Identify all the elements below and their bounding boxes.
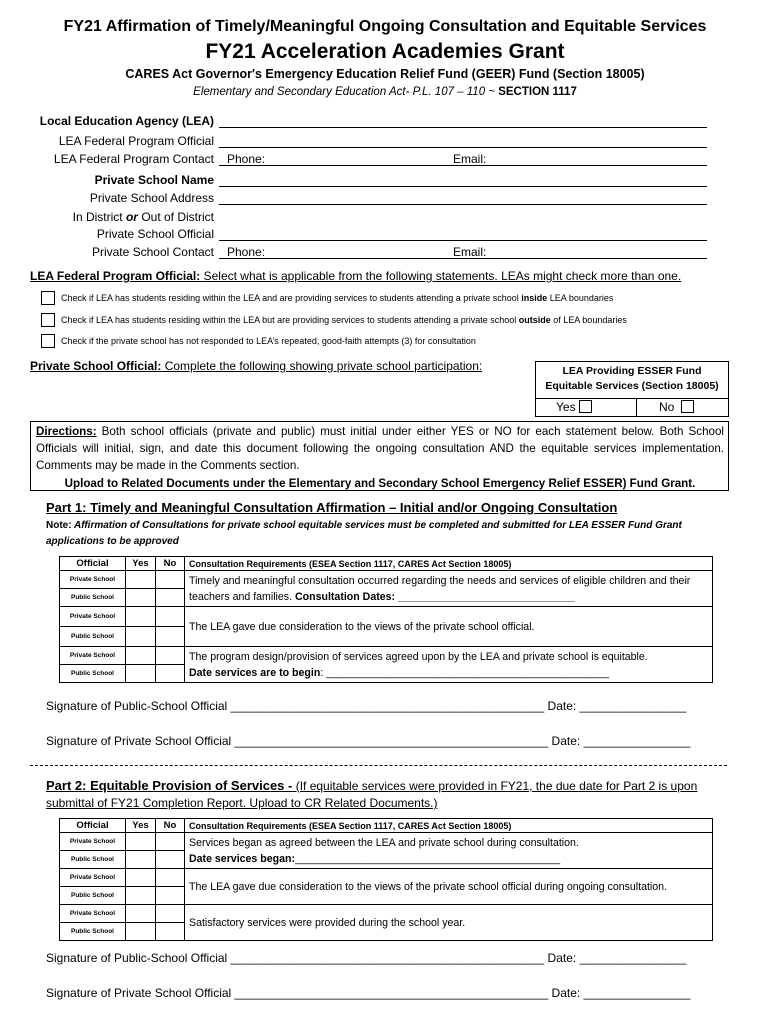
esser-yes-option[interactable]: Yes	[556, 400, 592, 414]
district-label: In District or Out of District	[72, 210, 214, 224]
lea-section-heading: LEA Federal Program Official: Select what is applicable from the following statements. LEAs might check more than one.	[30, 269, 682, 283]
requirement-text: Timely and meaningful consultation occurred regarding the needs and services of eligible children and their teachers and families. Consultation Dates: ______________________________	[185, 571, 713, 607]
public-school-label: Public School	[60, 923, 126, 941]
part1-title: Part 1: Timely and Meaningful Consultation Affirmation – Initial and/or Ongoing Consultation	[46, 500, 618, 515]
outside-boundary-label: Check if LEA has students residing within the LEA but are providing services to students attending a private school outside of LEA boundaries	[61, 315, 627, 325]
initial-cell[interactable]	[126, 851, 156, 869]
ps-address-label: Private School Address	[89, 191, 214, 205]
esser-box	[535, 361, 729, 417]
initial-cell[interactable]	[126, 665, 156, 683]
lea-email-label: Email:	[453, 152, 487, 166]
ps-section-heading: Private School Official: Complete the following showing private school participation:	[30, 359, 483, 373]
col-official: Official	[60, 819, 126, 833]
part2-public-signature[interactable]: Signature of Public-School Official _______________________________________________ Date: ________________	[46, 951, 687, 965]
lea-official-field[interactable]	[219, 147, 707, 148]
ps-name-field[interactable]	[219, 186, 707, 187]
public-school-label: Public School	[60, 627, 126, 647]
initial-cell[interactable]	[156, 833, 185, 851]
col-requirements: Consultation Requirements (ESEA Section 1117, CARES Act Section 18005)	[185, 819, 713, 833]
lea-field[interactable]	[219, 127, 707, 128]
public-school-label: Public School	[60, 589, 126, 607]
esser-line1: LEA Providing ESSER Fund	[562, 365, 702, 377]
part1-public-signature[interactable]: Signature of Public-School Official _______________________________________________ Date: ________________	[46, 699, 687, 713]
initial-cell[interactable]	[126, 887, 156, 905]
col-no: No	[156, 557, 185, 571]
ps-official-label: Private School Official	[96, 227, 214, 241]
initial-cell[interactable]	[126, 833, 156, 851]
requirement-text: Satisfactory services were provided during the school year.	[185, 905, 713, 941]
initial-cell[interactable]	[156, 905, 185, 923]
requirement-text: The LEA gave due consideration to the views of the private school official.	[185, 607, 713, 647]
initial-cell[interactable]	[126, 571, 156, 589]
header-funding: CARES Act Governor's Emergency Education Relief Fund (GEER) Fund (Section 18005)	[125, 67, 645, 81]
header-line1: FY21 Affirmation of Timely/Meaningful Ongoing Consultation and Equitable Services	[63, 18, 707, 35]
public-school-label: Public School	[60, 851, 126, 869]
private-school-label: Private School	[60, 833, 126, 851]
esser-no-option[interactable]: No	[659, 400, 694, 414]
initial-cell[interactable]	[156, 571, 185, 589]
private-school-label: Private School	[60, 905, 126, 923]
initial-cell[interactable]	[156, 607, 185, 627]
initial-cell[interactable]	[156, 627, 185, 647]
directions-upload: Upload to Related Documents under the Elementary and Secondary School Emergency Relief ESSER) Fund Grant.	[64, 477, 696, 490]
initial-cell[interactable]	[126, 589, 156, 607]
part1-table	[59, 556, 713, 683]
requirement-text: The LEA gave due consideration to the views of the private school official during ongoing consultation.	[185, 869, 713, 905]
initial-cell[interactable]	[126, 869, 156, 887]
initial-cell[interactable]	[126, 647, 156, 665]
part2-table	[59, 818, 713, 941]
esser-line2: Equitable Services (Section 18005)	[545, 380, 719, 392]
private-school-label: Private School	[60, 607, 126, 627]
initial-cell[interactable]	[156, 887, 185, 905]
public-school-label: Public School	[60, 887, 126, 905]
requirement-text: Services began as agreed between the LEA and private school during consultation. Date services began:_____________________________________________	[185, 833, 713, 869]
initial-cell[interactable]	[156, 589, 185, 607]
yes-checkbox-icon	[579, 400, 592, 413]
private-school-label: Private School	[60, 571, 126, 589]
initial-cell[interactable]	[126, 627, 156, 647]
directions-text: Directions: Both school officials (private and public) must initial under either YES or NO for each statement below. Both School Officials will initial, sign, and date this document following the ongoing consultation AND the equitable services implementation. Comments may be made in the Comments section.	[36, 425, 724, 472]
divider	[30, 765, 727, 766]
col-no: No	[156, 819, 185, 833]
col-requirements: Consultation Requirements (ESEA Section 1117, CARES Act Section 18005)	[185, 557, 713, 571]
private-school-label: Private School	[60, 869, 126, 887]
ps-address-field[interactable]	[219, 204, 707, 205]
lea-contact-label: LEA Federal Program Contact	[53, 152, 214, 166]
ps-contact-label: Private School Contact	[91, 245, 214, 259]
initial-cell[interactable]	[156, 647, 185, 665]
lea-phone-label: Phone:	[227, 152, 266, 166]
initial-cell[interactable]	[126, 607, 156, 627]
initial-cell[interactable]	[126, 905, 156, 923]
part1-private-signature[interactable]: Signature of Private School Official _______________________________________________ Date: ________________	[46, 734, 691, 748]
private-school-label: Private School	[60, 647, 126, 665]
col-yes: Yes	[126, 819, 156, 833]
lea-label: Local Education Agency (LEA)	[39, 114, 214, 128]
no-checkbox-icon	[681, 400, 694, 413]
public-school-label: Public School	[60, 665, 126, 683]
lea-official-label: LEA Federal Program Official	[58, 134, 214, 148]
header-law: Elementary and Secondary Education Act- P.L. 107 – 110 ~ SECTION 1117	[193, 86, 577, 98]
initial-cell[interactable]	[156, 665, 185, 683]
directions-box	[30, 421, 729, 491]
ps-official-field[interactable]	[219, 240, 707, 241]
outside-boundary-checkbox[interactable]	[41, 313, 55, 327]
part2-private-signature[interactable]: Signature of Private School Official _______________________________________________ Date: ________________	[46, 986, 691, 1000]
initial-cell[interactable]	[156, 923, 185, 941]
page-title: FY21 Acceleration Academies Grant	[205, 40, 565, 63]
inside-boundary-checkbox[interactable]	[41, 291, 55, 305]
part1-note: Note: Affirmation of Consultations for private school equitable services must be completed and submitted for LEA ESSER Fund Grant applications to be approved	[46, 520, 682, 547]
initial-cell[interactable]	[126, 923, 156, 941]
requirement-text: The program design/provision of services agreed upon by the LEA and private school is equitable. Date services are to begin: ________________________________________________	[185, 647, 713, 683]
ps-email-label: Email:	[453, 245, 487, 259]
no-response-checkbox[interactable]	[41, 334, 55, 348]
col-yes: Yes	[126, 557, 156, 571]
initial-cell[interactable]	[156, 869, 185, 887]
part2-heading: Part 2: Equitable Provision of Services - (If equitable services were provided in FY21, the due date for Part 2 is upon submittal of FY21 Completion Report. Upload to CR Related Documents.)	[46, 778, 698, 810]
ps-phone-label: Phone:	[227, 245, 266, 259]
initial-cell[interactable]	[156, 851, 185, 869]
ps-name-label: Private School Name	[94, 173, 214, 187]
inside-boundary-label: Check if LEA has students residing within the LEA and are providing services to students attending a private school inside LEA boundaries	[61, 293, 614, 303]
col-official: Official	[60, 557, 126, 571]
no-response-label: Check if the private school has not responded to LEA’s repeated, good-faith attempts (3) for consultation	[61, 336, 476, 346]
